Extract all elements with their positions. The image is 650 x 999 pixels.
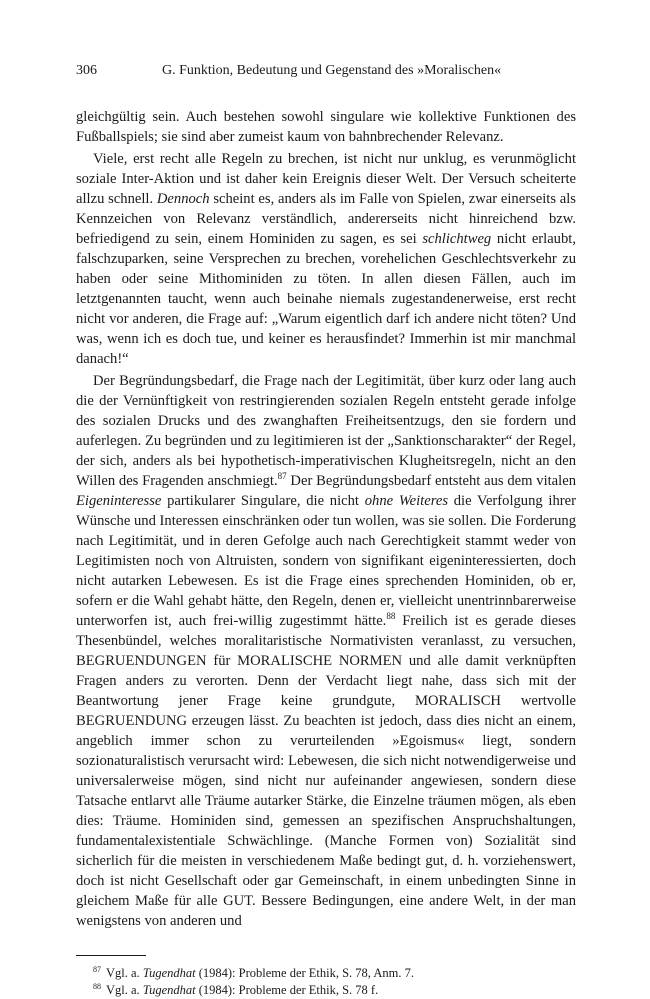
text-run: Der Begründungsbedarf, die Frage nach der Legitimität, über kurz oder lang auch die der Vernünftigkeit von restringierenden sozialen Regeln entsteht gerade infolge des sozialen Drucks und des zwanghaften Freiheitsentzugs, den sie fordern und auferlegen. Zu begründen und zu legitimieren ist der „Sanktionscharakter“ der Regel, der sich, anders als bei hypothetisch-imperativischen Klugheitsregeln, nicht an den Willen des Fragenden anschmiegt. [76, 373, 576, 489]
text-run: Viele, erst recht alle Regeln zu brechen, ist nicht nur unklug, es verunmöglicht soziale Inter-Aktion und ist daher kein Ereignis dieser Welt. Der Versuch scheiterte allzu schnell. [76, 151, 576, 207]
book-page [76, 62, 576, 999]
emphasis-text: Tugendhat [142, 983, 196, 997]
text-run: (1984): Probleme der Ethik, S. 78, Anm. 7. [195, 966, 414, 980]
emphasis-text: Dennoch [156, 191, 210, 207]
body-text [76, 107, 576, 931]
emphasis-text: schlichtweg [422, 231, 492, 247]
text-run: Der Begründungsbedarf entsteht aus dem vitalen [286, 473, 576, 489]
footnotes [76, 965, 576, 999]
text-run: scheint es, anders als im Falle von Spielen, zwar einerseits als Kennzeichen von Relevanz verständlich, andererseits nicht hinreichend bzw. befriedigend zu sein, einem Hominiden zu sagen, es sei [76, 191, 576, 247]
footnote-ref: 87 [277, 471, 287, 482]
emphasis-text: Tugendhat [142, 966, 196, 980]
text-run: gleichgültig sein. Auch bestehen sowohl singulare wie kollektive Funktionen des Fußballspiels; sie sind aber zumeist kaum von bahnbrechender Relevanz. [76, 109, 576, 145]
footnote-number: 87 [93, 964, 101, 974]
text-run: Vgl. a. [106, 966, 143, 980]
text-run: Vgl. a. [106, 983, 143, 997]
text-run: Freilich ist es gerade dieses Thesenbündel, welches moralitaristische Normativisten veranlasst, zu versuchen, BEGRUENDUNGEN für MORALISCHE NORMEN und alle damit verknüpften Fragen anders zu verorten. Denn der Verdacht liegt nahe, dass sich mit der Beantwortung jener Frage keine grundgute, MORALISCH wertvolle BEGRUENDUNG erzeugen lässt. Zu beachten ist jedoch, dass dies nicht an einem, angeblich immer schon zu verurteilenden »Egoismus« liegt, sondern sozionaturalistisch verursacht wird: Lebewesen, die sich nicht notwendigerweise und universalerweise mögen, sind nicht nur aufeinander angewiesen, sondern diese Tatsache entlarvt alle Träume autarker Stärke, die Einzelne träumen mögen, als eben dies: Träume. Hominiden sind, gemessen an spezifischen Anspruchshaltungen, fundamentalexistentiale Schwächlinge. (Manche Formen von) Sozialität sind sicherlich für die meisten in verschiedenem Maße bedingt gut, d. h. vorziehenswert, doch ist nicht Gesellschaft oder gar Gemeinschaft, in einem unbedingten Sinne in gleichem Maße für alle GUT. Bessere Bedingungen, eine andere Welt, in der man wenigstens von anderen und [76, 613, 576, 929]
emphasis-text: Eigeninteresse [76, 493, 162, 509]
emphasis-text: ohne Weiteres [364, 493, 448, 509]
footnote-ref: 88 [386, 611, 396, 622]
text-run: partikularer Singulare, die nicht [161, 493, 365, 509]
text-run: die Verfolgung ihrer Wünsche und Interessen einschränken oder tun wollen, was sie sollen. Die Forderung nach Legitimität, und in deren Gefolge auch nach Gerechtigkeit stammt weder von Legitimisten noch von Altruisten, sondern von signifikant eigeninteressierten, doch nicht autarken Lebewesen. Es ist die Frage eines sprechenden Hominiden, ob er, sofern er die Wahl gehabt hätte, den Regeln, denen er, vielleicht unentrinnbarerweise unterworfen ist, auch frei-willig zugestimmt hätte. [76, 493, 576, 629]
footnote-number: 88 [93, 981, 101, 991]
text-run: nicht erlaubt, falschzuparken, seine Versprechen zu brechen, vorehelichen Geschlechtsverkehr zu haben oder seine Mithominiden zu töten. In allen diesen Fällen, auch im letztgenannten taucht, wenn auch beinahe niemals zugestandenerweise, erst recht nicht vor anderen, die Frage auf: „Warum eigentlich darf ich andere nicht töten? Und was, wenn ich es doch tue, und keiner es herausfindet? Immerhin ist mir manchmal danach!“ [76, 231, 576, 367]
paragraph [76, 107, 576, 147]
running-header [76, 62, 576, 80]
footnote [76, 965, 576, 982]
text-run: (1984): Probleme der Ethik, S. 78 f. [195, 983, 379, 997]
running-title: G. Funktion, Bedeutung und Gegenstand des »Moralischen« [162, 63, 502, 78]
page-number: 306 [76, 63, 97, 78]
paragraph [76, 371, 576, 931]
footnote-separator [76, 955, 146, 956]
paragraph [76, 149, 576, 369]
